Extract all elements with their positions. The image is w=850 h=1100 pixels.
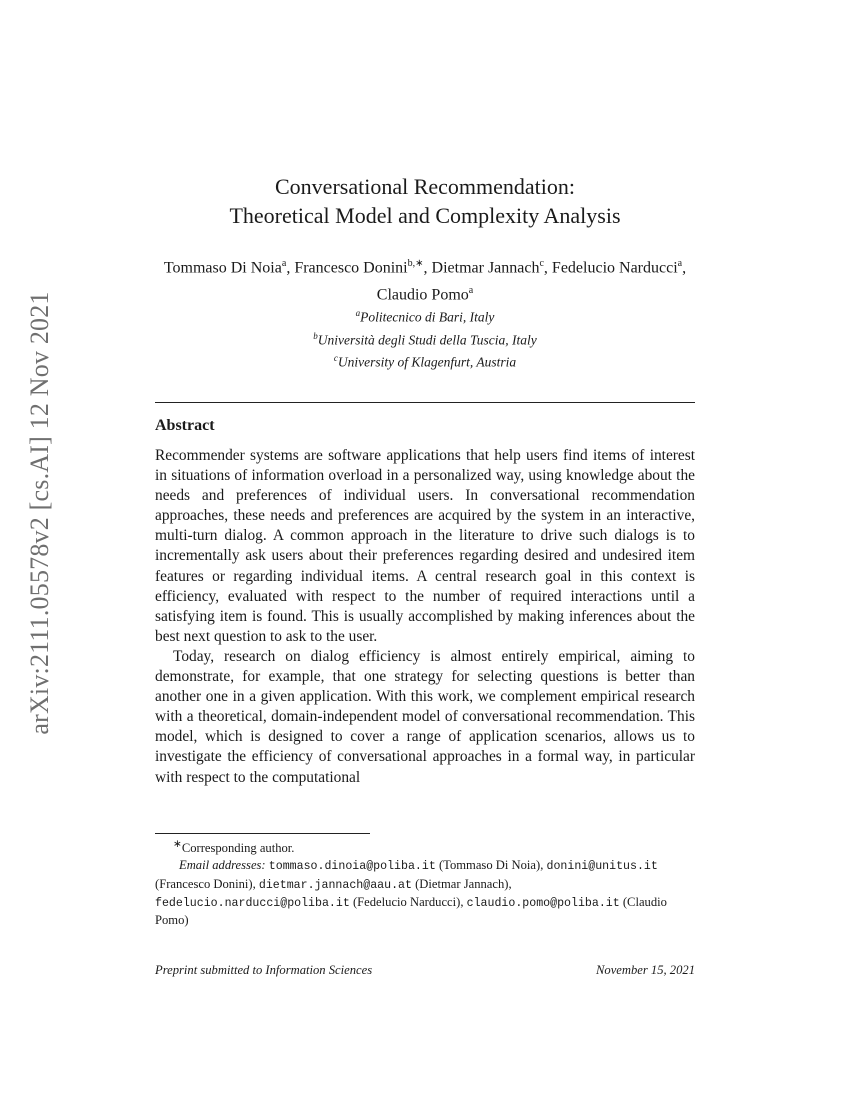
- abstract-paragraph-1: Recommender systems are software applications that help users find items of interest in situations of information overload in a personalized way, using knowledge about the needs and preferences of individual users. In conversational recommendation approaches, these needs and preferences are acquired by the system in an interactive, multi-turn dialog. A common approach in the literature to drive such dialogs is to incrementally ask users about their preferences regarding desired and undesired item features or regarding individual items. A central research goal in this context is efficiency, evaluated with respect to the number of required interactions until a satisfying item is found. This is usually accomplished by making inferences about the best next question to ask to the user.: [155, 447, 695, 645]
- author-name: Dietmar Jannach: [431, 259, 540, 277]
- author-affil-mark: b,∗: [407, 258, 424, 269]
- email-link[interactable]: claudio.pomo@poliba.it: [466, 896, 620, 910]
- affiliation-item: $^c$University of Klagenfurt, Austria: [333, 353, 517, 370]
- footnotes: [155, 836, 695, 929]
- email-owner: (Claudio Pomo): [155, 894, 667, 927]
- email-owner: (Francesco Donini): [155, 876, 253, 891]
- author-list: Tommaso Di Noia$^a$, Francesco Donini$^{b,∗}$, Dietmar Jannach$^c$, Fedelucio Narducci$^a$, Claudio Pomo$^a$: [163, 258, 687, 304]
- email-owner: (Dietmar Jannach): [415, 876, 509, 891]
- author-name: Fedelucio Narducci: [551, 259, 678, 277]
- author-affil-mark: a: [468, 285, 474, 297]
- affiliation-item: $^a$Politecnico di Bari, Italy: [355, 308, 495, 325]
- email-link[interactable]: fedelucio.narducci@poliba.it: [155, 896, 350, 910]
- title-line-1: Conversational Recommendation:: [275, 174, 575, 199]
- abstract-body: [155, 446, 695, 788]
- paper-title: [0, 172, 850, 230]
- email-owner: (Tommaso Di Noia): [438, 858, 541, 873]
- title-line-2: Theoretical Model and Complexity Analysis: [229, 203, 621, 228]
- email-link[interactable]: tommaso.dinoia@poliba.it: [268, 860, 436, 874]
- affiliation-list: [0, 304, 850, 372]
- preprint-footer: Preprint submitted to Information Sciences: [155, 963, 373, 977]
- author-affil-mark: c: [539, 258, 544, 269]
- date-footer: November 15, 2021: [596, 963, 695, 977]
- abstract-paragraph-2: Today, research on dialog efficiency is almost entirely empirical, aiming to demonstrate, for example, that one strategy for selecting questions is better than another one in a given application. With this work, we complement empirical research with a theoretical, domain-independent model of conversational recommendation. This model, which is designed to cover a range of application scenarios, allows us to investigate the efficiency of conversational approaches in a formal way, in particular with respect to the computational: [155, 647, 695, 786]
- author-affil-mark: a: [677, 258, 683, 269]
- corresponding-author-note: ∗Corresponding author.: [173, 839, 295, 856]
- arxiv-stamp-text: arXiv:2111.05578v2 [cs.AI] 12 Nov 2021: [25, 291, 54, 735]
- email-owner: (Fedelucio Narducci): [352, 894, 461, 909]
- abstract-top-rule: [155, 402, 695, 403]
- author-affil-mark: a: [281, 258, 287, 269]
- affiliation-item: $^b$Università degli Studi della Tuscia, Italy: [313, 330, 537, 347]
- email-link[interactable]: dietmar.jannach@aau.at: [258, 878, 412, 892]
- email-link[interactable]: donini@unitus.it: [546, 860, 658, 874]
- abstract-heading: Abstract: [155, 417, 215, 434]
- author-name: Tommaso Di Noia: [163, 259, 282, 277]
- author-name: Francesco Donini: [294, 259, 408, 277]
- email-label: Email addresses:: [179, 858, 266, 873]
- email-addresses: Email addresses: tommaso.dinoia@poliba.it (Tommaso Di Noia), donini@unitus.it (Francesco Donini), dietmar.jannach@aau.at (Dietmar Jannach), fedelucio.narducci@poliba.it (Fedelucio Narducci), claudio.pomo@poliba.it (Claudio Pomo): [155, 858, 667, 927]
- author-name: Claudio Pomo: [376, 286, 469, 304]
- footnote-rule: [155, 833, 370, 834]
